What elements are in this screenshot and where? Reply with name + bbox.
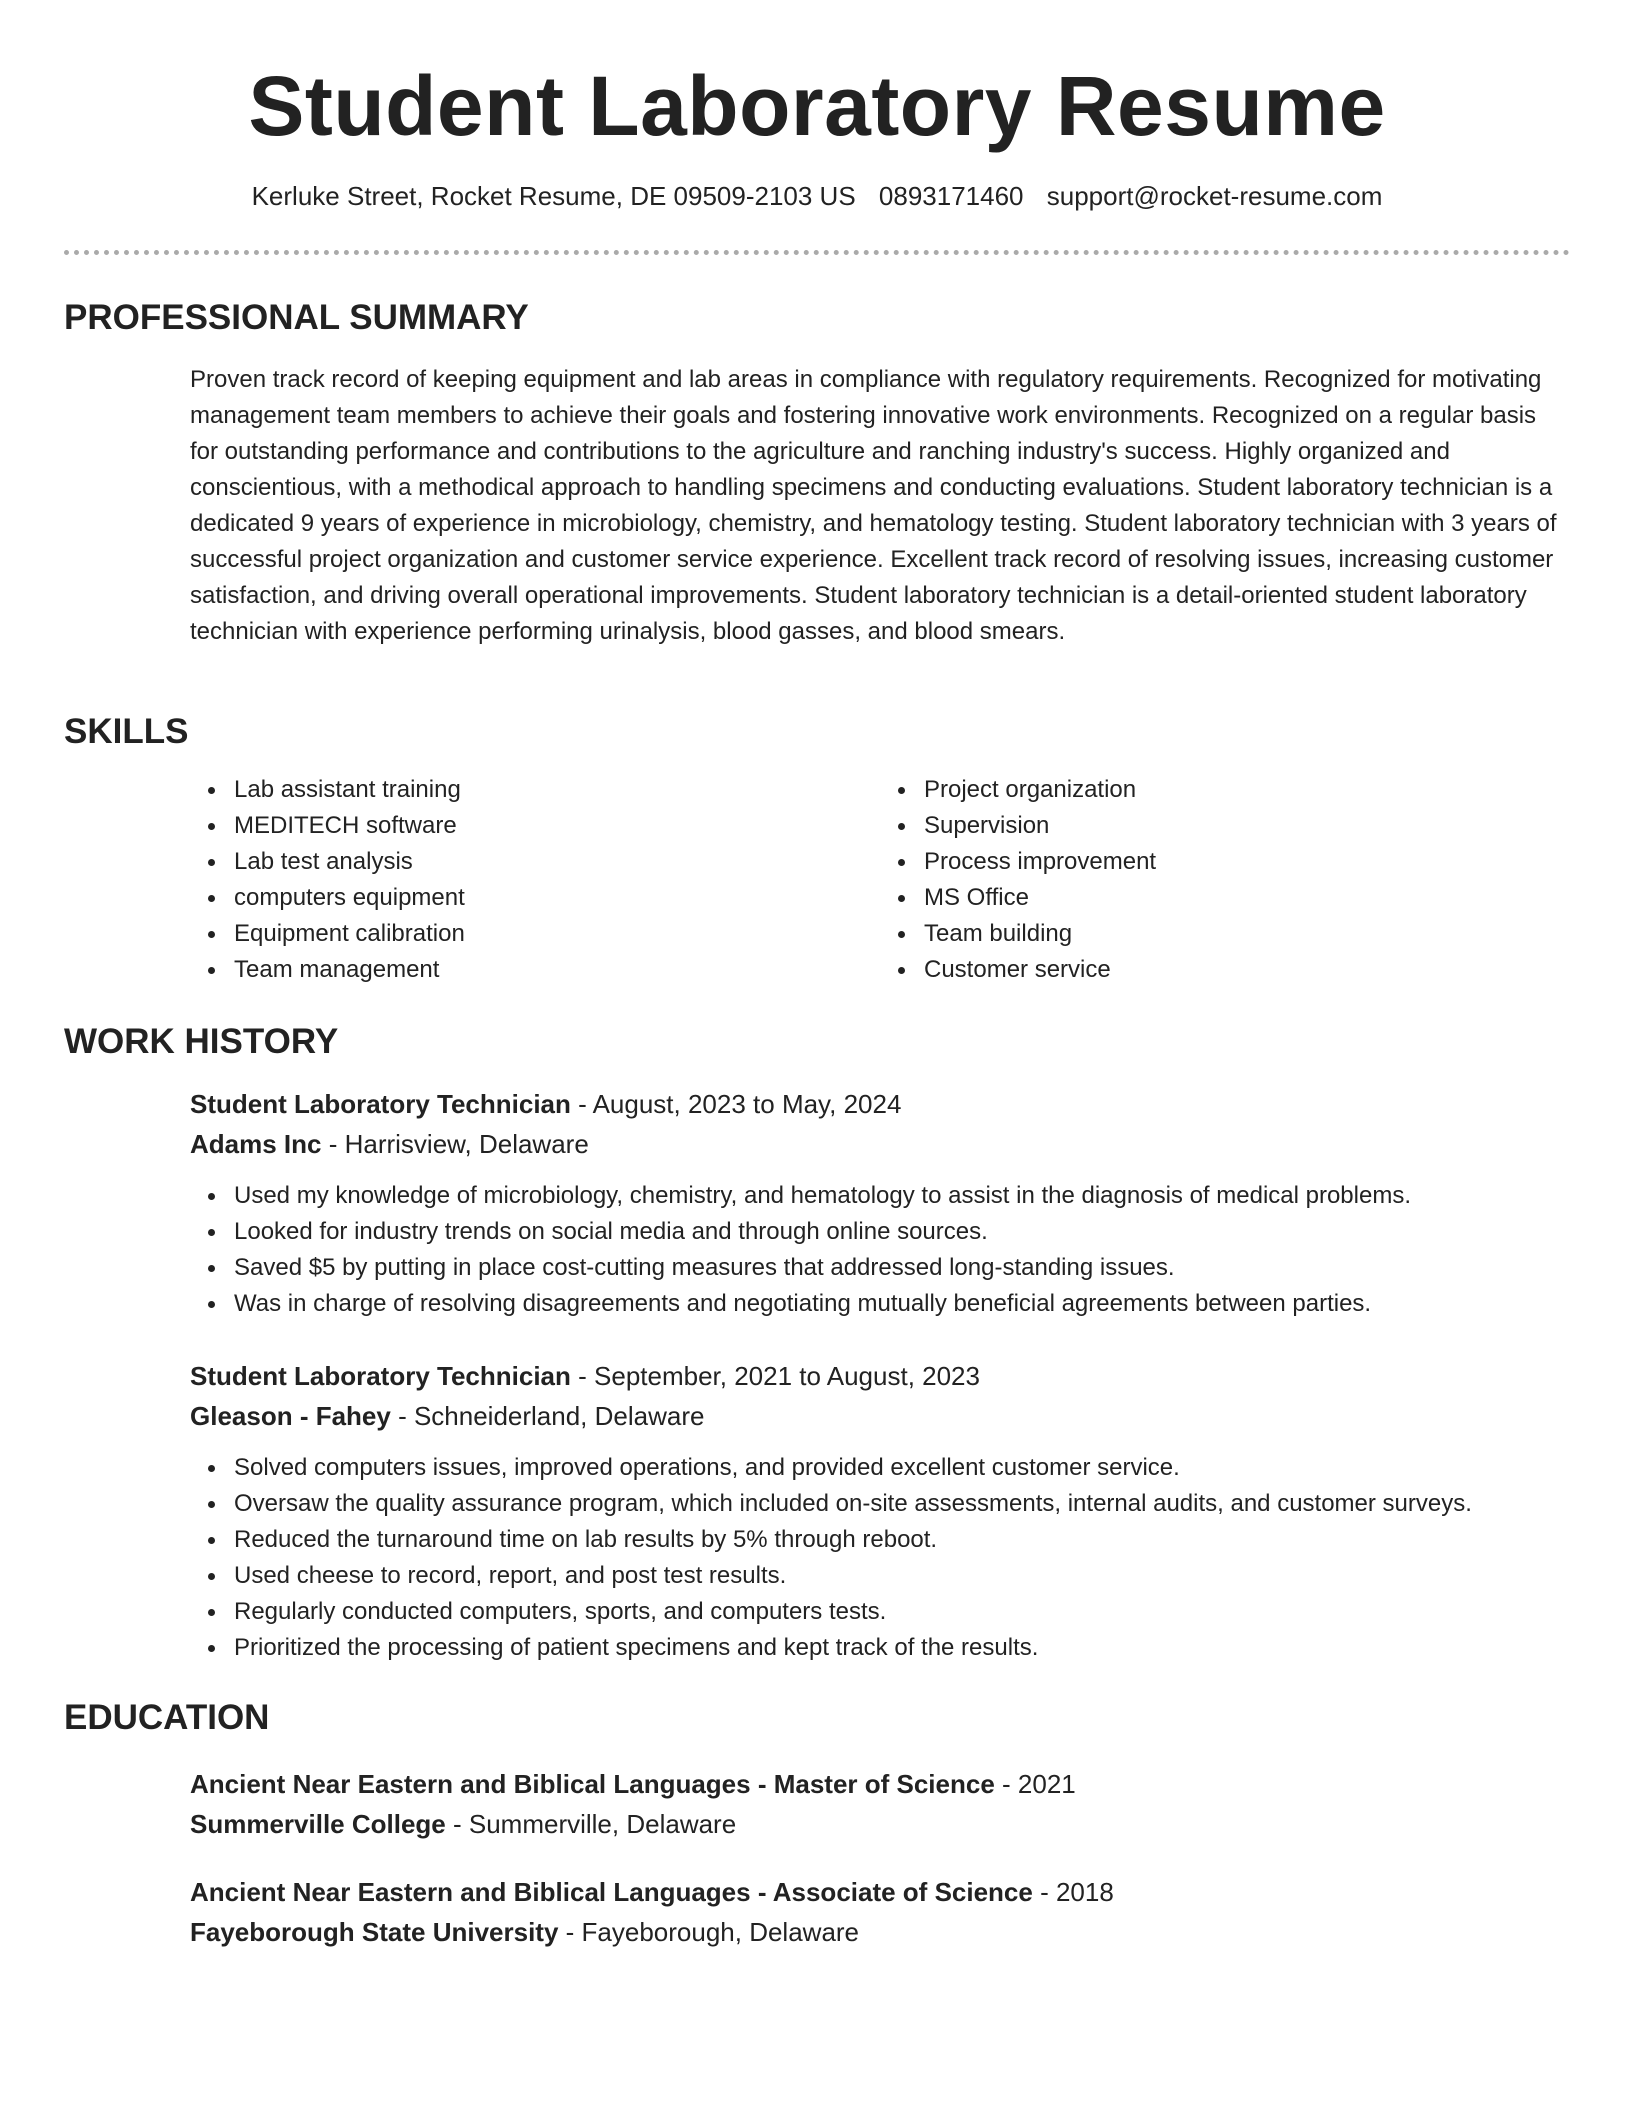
resume-title: Student Laboratory Resume: [248, 59, 1386, 153]
education-year: - 2021: [994, 1769, 1076, 1799]
skill-item: Process improvement: [924, 844, 1570, 880]
skills-grid: [190, 772, 1570, 988]
job-bullet: Looked for industry trends on social media and through online sources.: [234, 1214, 1570, 1250]
job-bullets: [190, 1178, 1570, 1322]
skill-item: Lab test analysis: [234, 844, 880, 880]
summary-section: [64, 296, 1570, 650]
job-bullets: [190, 1450, 1570, 1666]
job-entry: [190, 1084, 1570, 1322]
job-title-line: [190, 1084, 1570, 1124]
job-bullet: Regularly conducted computers, sports, and computers tests.: [234, 1594, 1570, 1630]
job-dates: - September, 2021 to August, 2023: [570, 1361, 980, 1391]
education-school-line: [190, 1804, 1570, 1844]
education-degree-line: [190, 1764, 1570, 1804]
education-entry: [190, 1764, 1570, 1844]
education-year: - 2018: [1032, 1877, 1114, 1907]
education-entry: [190, 1872, 1570, 1952]
education-degree-line: [190, 1872, 1570, 1912]
job-bullet: Oversaw the quality assurance program, which included on-site assessments, internal audits, and customer surveys.: [234, 1486, 1570, 1522]
education-school-line: [190, 1912, 1570, 1952]
summary-heading: PROFESSIONAL SUMMARY: [64, 298, 529, 337]
skills-heading: SKILLS: [64, 712, 189, 751]
job-role: Student Laboratory Technician: [190, 1361, 571, 1391]
education-school: Fayeborough State University: [190, 1917, 559, 1947]
job-location: - Harrisview, Delaware: [321, 1129, 589, 1159]
job-bullet: Used cheese to record, report, and post test results.: [234, 1558, 1570, 1594]
work-section: [64, 1020, 1570, 1666]
contact-phone: 0893171460: [878, 181, 1024, 211]
education-heading: EDUCATION: [64, 1698, 270, 1737]
job-bullet: Solved computers issues, improved operations, and provided excellent customer service.: [234, 1450, 1570, 1486]
skills-column-right: [880, 772, 1570, 988]
job-bullet: Used my knowledge of microbiology, chemistry, and hematology to assist in the diagnosis of medical problems.: [234, 1178, 1570, 1214]
job-dates: - August, 2023 to May, 2024: [570, 1089, 902, 1119]
education-degree: Ancient Near Eastern and Biblical Languages - Associate of Science: [190, 1877, 1033, 1907]
skill-item: Supervision: [924, 808, 1570, 844]
skills-column-left: [190, 772, 880, 988]
skill-item: Team building: [924, 916, 1570, 952]
job-title-line: [190, 1356, 1570, 1396]
resume-page: [64, 0, 1570, 1947]
job-bullet: Prioritized the processing of patient specimens and kept track of the results.: [234, 1630, 1570, 1666]
contact-line: [64, 180, 1570, 212]
job-company: Adams Inc: [190, 1129, 322, 1159]
education-location: - Summerville, Delaware: [445, 1809, 737, 1839]
job-location: - Schneiderland, Delaware: [390, 1401, 705, 1431]
skill-item: computers equipment: [234, 880, 880, 916]
education-degree: Ancient Near Eastern and Biblical Languages - Master of Science: [190, 1769, 995, 1799]
job-entry: [190, 1356, 1570, 1666]
job-company-line: [190, 1396, 1570, 1436]
header-divider: [64, 250, 1570, 255]
job-company-line: [190, 1124, 1570, 1164]
contact-address: Kerluke Street, Rocket Resume, DE 09509-2103 US: [251, 181, 856, 211]
work-heading: WORK HISTORY: [64, 1022, 339, 1061]
contact-email: support@rocket-resume.com: [1046, 181, 1383, 211]
skill-item: Equipment calibration: [234, 916, 880, 952]
job-role: Student Laboratory Technician: [190, 1089, 571, 1119]
education-location: - Fayeborough, Delaware: [558, 1917, 860, 1947]
job-company: Gleason - Fahey: [190, 1401, 391, 1431]
skills-section: [64, 710, 1570, 988]
skill-item: Project organization: [924, 772, 1570, 808]
education-school: Summerville College: [190, 1809, 446, 1839]
skill-item: MEDITECH software: [234, 808, 880, 844]
education-section: [64, 1696, 1570, 1952]
skill-item: MS Office: [924, 880, 1570, 916]
skill-item: Team management: [234, 952, 880, 988]
job-bullet: Was in charge of resolving disagreements and negotiating mutually beneficial agreements between parties.: [234, 1286, 1570, 1322]
job-bullet: Reduced the turnaround time on lab results by 5% through reboot.: [234, 1522, 1570, 1558]
job-bullet: Saved $5 by putting in place cost-cutting measures that addressed long-standing issues.: [234, 1250, 1570, 1286]
summary-text: Proven track record of keeping equipment and lab areas in compliance with regulatory requirements. Recognized for motivating management team members to achieve their goals and fostering innovative work environments. Recognized on a regular basis for outstanding performance and contributions to the agriculture and ranching industry's success. Highly organized and conscientious, with a methodical approach to handling specimens and conducting evaluations. Student laboratory technician is a dedicated 9 years of experience in microbiology, chemistry, and hematology testing. Student laboratory technician with 3 years of successful project organization and customer service experience. Excellent track record of resolving issues, increasing customer satisfaction, and driving overall operational improvements. Student laboratory technician is a detail-oriented student laboratory technician with experience performing urinalysis, blood gasses, and blood smears.: [190, 366, 1557, 645]
skill-item: Customer service: [924, 952, 1570, 988]
skill-item: Lab assistant training: [234, 772, 880, 808]
